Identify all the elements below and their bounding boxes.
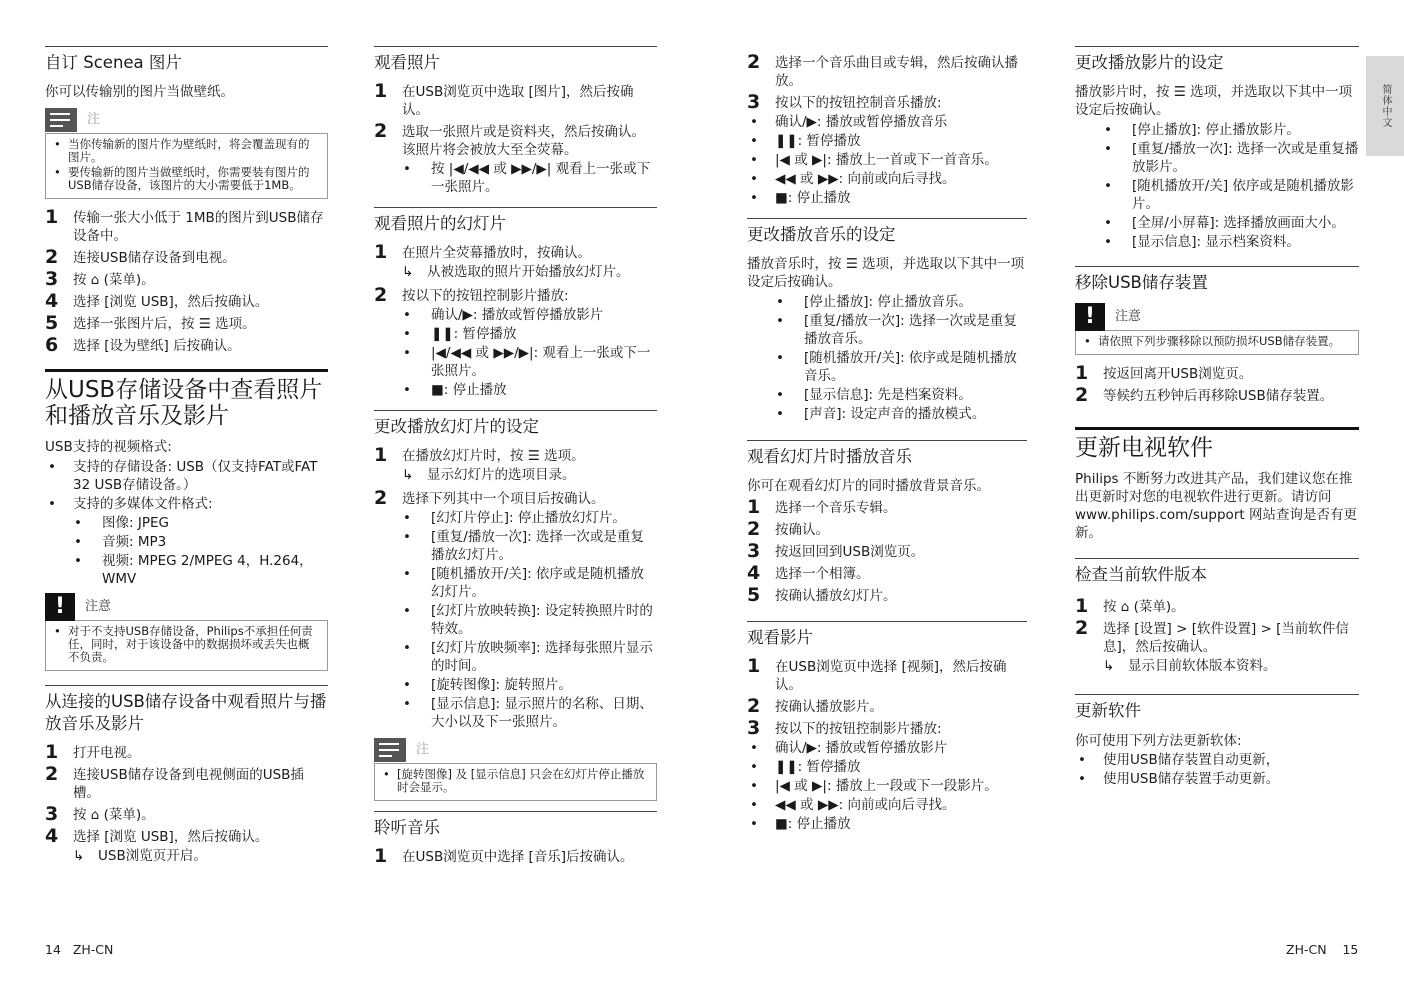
note-header <box>374 737 657 763</box>
result-arrow: ↳ 从被选取的照片开始播放幻灯片。 <box>402 263 657 281</box>
step-number: 1 <box>747 496 761 518</box>
step <box>1075 617 1359 656</box>
step-text: 按以下的按钮控制影片播放: <box>402 288 569 304</box>
step-text: 传输一张大小低于 1MB的图片到USB储存设备中。 <box>73 210 324 244</box>
step-text: 连接USB储存设备到电视侧面的USB插槽。 <box>73 767 304 801</box>
warning-icon: ! <box>1075 303 1105 331</box>
step-text: 打开电视。 <box>73 745 141 761</box>
option-bullet: • [随机播放开/关]: 依序或是随机播放音乐。 <box>747 349 1027 385</box>
step <box>374 845 657 867</box>
note-header <box>45 107 328 133</box>
option-bullet: • [幻灯片放映转换]: 设定转换照片时的特效。 <box>374 602 657 638</box>
step-text: 选择一个相簿。 <box>775 566 870 582</box>
step-text: 选择 [浏览 USB]，然后按确认。 <box>73 294 269 310</box>
step-text: 按 ⌂ (菜单)。 <box>73 807 155 823</box>
control-bullet: • ■: 停止播放 <box>374 381 657 399</box>
video-settings-intro: 播放影片时，按 ☰ 选项，并选取以下其中一项设定后按确认。 <box>1075 84 1353 118</box>
step-number: 2 <box>45 763 59 785</box>
step-number: 1 <box>1075 595 1089 617</box>
option-bullet: • [重复/播放一次]: 选择一次或是重复播放影片。 <box>1075 140 1359 176</box>
control-bullet: • ■: 停止播放 <box>747 189 1027 207</box>
step <box>1075 384 1359 406</box>
step-number: 2 <box>1075 617 1089 639</box>
step-number: 3 <box>747 91 761 113</box>
step <box>45 206 328 245</box>
warning-icon: ! <box>45 593 75 621</box>
step-text: 连接USB储存设备到电视。 <box>73 250 236 266</box>
step-number: 2 <box>1075 384 1089 406</box>
step <box>374 80 657 119</box>
control-bullet: • ◀◀ 或 ▶▶: 向前或向后寻找。 <box>747 170 1027 188</box>
step-number: 2 <box>374 284 388 306</box>
step-text: 选取一张照片或是资料夹，然后按确认。该照片将会被放大至全荧幕。 <box>402 124 645 158</box>
note-box <box>45 133 328 199</box>
step-number: 1 <box>374 444 388 466</box>
update-bullet: • 使用USB储存装置手动更新。 <box>1075 770 1359 788</box>
update-bullet: • 使用USB储存装置自动更新， <box>1075 751 1359 769</box>
section-title-music-settings: 更改播放音乐的设定 <box>747 218 1027 246</box>
step-number: 2 <box>747 51 761 73</box>
step <box>747 717 1027 739</box>
step <box>374 241 657 263</box>
side-tab-label: 简体中文 <box>1380 84 1391 128</box>
step <box>747 91 1027 113</box>
step-text: 按以下的按钮控制音乐播放: <box>775 95 942 111</box>
note-item: • 要传输新的图片当做壁纸时，你需要装有图片的USB储存设备，该图片的大小需要低于1MB。 <box>54 166 319 192</box>
step-text: 按确认播放影片。 <box>775 699 883 715</box>
step <box>374 444 657 466</box>
step-number: 2 <box>374 120 388 142</box>
step-number: 1 <box>374 80 388 102</box>
step-number: 1 <box>45 206 59 228</box>
section-title-slideshow: 观看照片的幻灯片 <box>374 207 657 235</box>
slideshow-music-intro: 你可在观看幻灯片的同时播放背景音乐。 <box>747 478 990 494</box>
caution-header <box>1075 304 1359 330</box>
step-text: 按 ⌂ (菜单)。 <box>73 272 155 288</box>
step-number: 2 <box>45 246 59 268</box>
section-title-scenea: 自订 Scenea 图片 <box>45 46 328 74</box>
option-bullet: • [全屏/小屏幕]: 选择播放画面大小。 <box>1075 214 1359 232</box>
update-intro: 你可使用下列方法更新软体: <box>1075 733 1242 749</box>
option-bullet: • [旋转图像]: 旋转照片。 <box>374 676 657 694</box>
caution-box <box>1075 330 1359 355</box>
option-bullet: • [停止播放]: 停止播放影片。 <box>1075 121 1359 139</box>
section-title-music: 聆听音乐 <box>374 811 657 839</box>
control-bullet: • 确认/▶: 播放或暂停播放音乐 <box>747 113 1027 131</box>
option-bullet: • [随机播放开/关] 依序或是随机播放影片。 <box>1075 177 1359 213</box>
step-number: 1 <box>374 241 388 263</box>
column-1 <box>45 46 328 868</box>
formats-sub-bullet: • 视频: MPEG 2/MPEG 4，H.264，WMV <box>45 552 328 588</box>
section-title-update-software: 更新软件 <box>1075 694 1359 722</box>
step <box>45 312 328 334</box>
section-title-slideshow-settings: 更改播放幻灯片的设定 <box>374 410 657 438</box>
step-number: 1 <box>747 655 761 677</box>
step-text: 选择一个音乐曲目或专辑，然后按确认播放。 <box>775 55 1018 89</box>
note-label: 注 <box>87 112 101 127</box>
step-text: 按 ⌂ (菜单)。 <box>1103 599 1185 615</box>
step <box>45 334 328 356</box>
step <box>1075 362 1359 384</box>
step-number: 2 <box>747 518 761 540</box>
section-title-video: 观看影片 <box>747 621 1027 649</box>
step <box>747 562 1027 584</box>
formats-bullet: • 支持的多媒体文件格式: <box>45 495 328 513</box>
step-number: 2 <box>747 695 761 717</box>
option-bullet: • [声音]: 设定声音的播放模式。 <box>747 405 1027 423</box>
section-title-slideshow-music: 观看幻灯片时播放音乐 <box>747 440 1027 468</box>
note-item: • 当你传输新的图片作为壁纸时，将会覆盖现有的图片。 <box>54 138 319 164</box>
step <box>747 51 1027 90</box>
software-intro: Philips 不断努力改进其产品，我们建议您在推出更新时对您的电视软件进行更新。请访问 www.philips.com/support 网站查询是否有更新。 <box>1075 471 1357 541</box>
option-bullet: • [显示信息]: 显示档案资料。 <box>1075 233 1359 251</box>
section-title-check-version: 检查当前软件版本 <box>1075 558 1359 586</box>
step-text: 选择 [设为壁纸] 后按确认。 <box>73 338 241 354</box>
note-icon <box>45 108 77 132</box>
control-bullet: • ❚❚: 暂停播放 <box>747 132 1027 150</box>
step <box>45 825 328 847</box>
option-bullet: • [重复/播放一次]: 选择一次或是重复播放幻灯片。 <box>374 528 657 564</box>
step <box>747 695 1027 717</box>
note-item: • [旋转图像] 及 [显示信息] 只会在幻灯片停止播放时会显示。 <box>383 768 648 794</box>
step-number: 6 <box>45 334 59 356</box>
step-number: 3 <box>747 540 761 562</box>
control-bullet: • ■: 停止播放 <box>747 815 1027 833</box>
step-text: 按确认。 <box>775 522 829 538</box>
step-text: 选择 [浏览 USB]，然后按确认。 <box>73 829 269 845</box>
step-number: 4 <box>747 562 761 584</box>
result-arrow: ↳ 显示目前软体版本资料。 <box>1103 657 1359 675</box>
page-number-left: 14 <box>45 942 61 957</box>
section-title-view-usb: 从连接的USB储存设备中观看照片与播放音乐及影片 <box>45 685 328 735</box>
formats-sub-bullet: • 图像: JPEG <box>45 514 328 532</box>
column-3 <box>747 51 1027 834</box>
step-number: 4 <box>45 290 59 312</box>
footer-left <box>45 941 113 959</box>
step <box>1075 595 1359 617</box>
control-bullet: • 按 |◀/◀◀ 或 ▶▶/▶| 观看上一张或下一张照片。 <box>374 160 657 196</box>
step-number: 2 <box>374 487 388 509</box>
step <box>747 496 1027 518</box>
caution-item: • 对于不支持USB存储设备，Philips不承担任何责任，同时，对于该设备中的数据损坏或丢失也概不负责。 <box>54 625 319 664</box>
step-text: 在USB浏览页中选择 [音乐]后按确认。 <box>402 849 634 865</box>
scenea-intro: 你可以传输别的图片当做壁纸。 <box>45 84 234 100</box>
step <box>747 655 1027 694</box>
step-text: 在照片全荧幕播放时，按确认。 <box>402 245 591 261</box>
result-arrow: ↳ USB浏览页开启。 <box>73 847 328 865</box>
step-text: 选择下列其中一个项目后按确认。 <box>402 491 605 507</box>
step-number: 5 <box>747 584 761 606</box>
caution-label: 注意 <box>1115 309 1142 324</box>
control-bullet: • ❚❚: 暂停播放 <box>747 758 1027 776</box>
formats-intro: USB支持的视频格式: <box>45 439 172 455</box>
step-text: 按确认播放幻灯片。 <box>775 588 897 604</box>
step <box>374 487 657 509</box>
caution-box <box>45 620 328 671</box>
step <box>747 518 1027 540</box>
option-bullet: • [幻灯片放映频率]: 选择每张照片显示的时间。 <box>374 639 657 675</box>
step <box>45 268 328 290</box>
page-number-right: 15 <box>1342 942 1359 957</box>
formats-bullet: • 支持的存储设备: USB（仅支持FAT或FAT 32 USB存储设备。） <box>45 458 328 494</box>
caution-header <box>45 594 328 620</box>
music-settings-intro: 播放音乐时，按 ☰ 选项，并选取以下其中一项设定后按确认。 <box>747 256 1025 290</box>
step-number: 1 <box>45 741 59 763</box>
language-side-tab <box>1366 56 1404 156</box>
step <box>374 120 657 159</box>
section-title-remove-usb: 移除USB储存装置 <box>1075 266 1359 294</box>
section-title-video-settings: 更改播放影片的设定 <box>1075 46 1359 74</box>
section-title-view-photos: 观看照片 <box>374 46 657 74</box>
step <box>374 284 657 306</box>
step <box>45 246 328 268</box>
step-text: 选择一张图片后，按 ☰ 选项。 <box>73 316 256 332</box>
option-bullet: • [随机播放开/关]: 依序或是随机播放幻灯片。 <box>374 565 657 601</box>
step-text: 在USB浏览页中选择 [视频]，然后按确认。 <box>775 659 1007 693</box>
control-bullet: • |◀/◀◀ 或 ▶▶/▶|: 观看上一张或下一张照片。 <box>374 344 657 380</box>
step <box>747 584 1027 606</box>
footer-right <box>1286 941 1358 959</box>
control-bullet: • |◀ 或 ▶|: 播放上一首或下一首音乐。 <box>747 151 1027 169</box>
control-bullet: • |◀ 或 ▶|: 播放上一段或下一段影片。 <box>747 777 1027 795</box>
step-number: 1 <box>1075 362 1089 384</box>
option-bullet: • [重复/播放一次]: 选择一次或是重复播放音乐。 <box>747 312 1027 348</box>
control-bullet: • ◀◀ 或 ▶▶: 向前或向后寻找。 <box>747 796 1027 814</box>
step-number: 3 <box>45 803 59 825</box>
step-number: 1 <box>374 845 388 867</box>
step-text: 在播放幻灯片时，按 ☰ 选项。 <box>402 448 585 464</box>
control-bullet: • 确认/▶: 播放或暂停播放影片 <box>747 739 1027 757</box>
step-number: 3 <box>747 717 761 739</box>
chapter-title-software: 更新电视软件 <box>1075 427 1359 461</box>
note-label: 注 <box>416 742 430 757</box>
step-number: 5 <box>45 312 59 334</box>
step <box>45 803 328 825</box>
chapter-title-usb: 从USB存储设备中查看照片和播放音乐及影片 <box>45 369 328 429</box>
step-text: 按返回离开USB浏览页。 <box>1103 366 1253 382</box>
result-arrow: ↳ 显示幻灯片的选项目录。 <box>402 466 657 484</box>
formats-sub-bullet: • 音频: MP3 <box>45 533 328 551</box>
option-bullet: • [停止播放]: 停止播放音乐。 <box>747 293 1027 311</box>
step-text: 等候约五秒钟后再移除USB储存装置。 <box>1103 388 1334 404</box>
control-bullet: • 确认/▶: 播放或暂停播放影片 <box>374 306 657 324</box>
column-4 <box>1075 46 1359 789</box>
step-text: 按返回回到USB浏览页。 <box>775 544 925 560</box>
option-bullet: • [幻灯片停止]: 停止播放幻灯片。 <box>374 509 657 527</box>
footer-lang-left: ZH-CN <box>72 942 114 957</box>
step <box>45 290 328 312</box>
step-text: 按以下的按钮控制影片播放: <box>775 721 942 737</box>
option-bullet: • [显示信息]: 先是档案资料。 <box>747 386 1027 404</box>
note-box <box>374 763 657 801</box>
step <box>45 741 328 763</box>
step <box>747 540 1027 562</box>
footer-lang-right: ZH-CN <box>1286 942 1327 957</box>
caution-label: 注意 <box>85 599 112 614</box>
control-bullet: • ❚❚: 暂停播放 <box>374 325 657 343</box>
step <box>45 763 328 802</box>
step-number: 3 <box>45 268 59 290</box>
step-number: 4 <box>45 825 59 847</box>
step-text: 选择一个音乐专辑。 <box>775 500 897 516</box>
step-text: 在USB浏览页中选取 [图片]，然后按确认。 <box>402 84 634 118</box>
note-icon <box>374 738 406 762</box>
option-bullet: • [显示信息]: 显示照片的名称、日期、大小以及下一张照片。 <box>374 695 657 731</box>
column-2 <box>374 46 657 870</box>
caution-item: • 请依照下列步骤移除以预防损坏USB储存装置。 <box>1084 335 1350 348</box>
step-text: 选择 [设置] > [软件设置] > [当前软件信息]，然后按确认。 <box>1103 621 1349 655</box>
